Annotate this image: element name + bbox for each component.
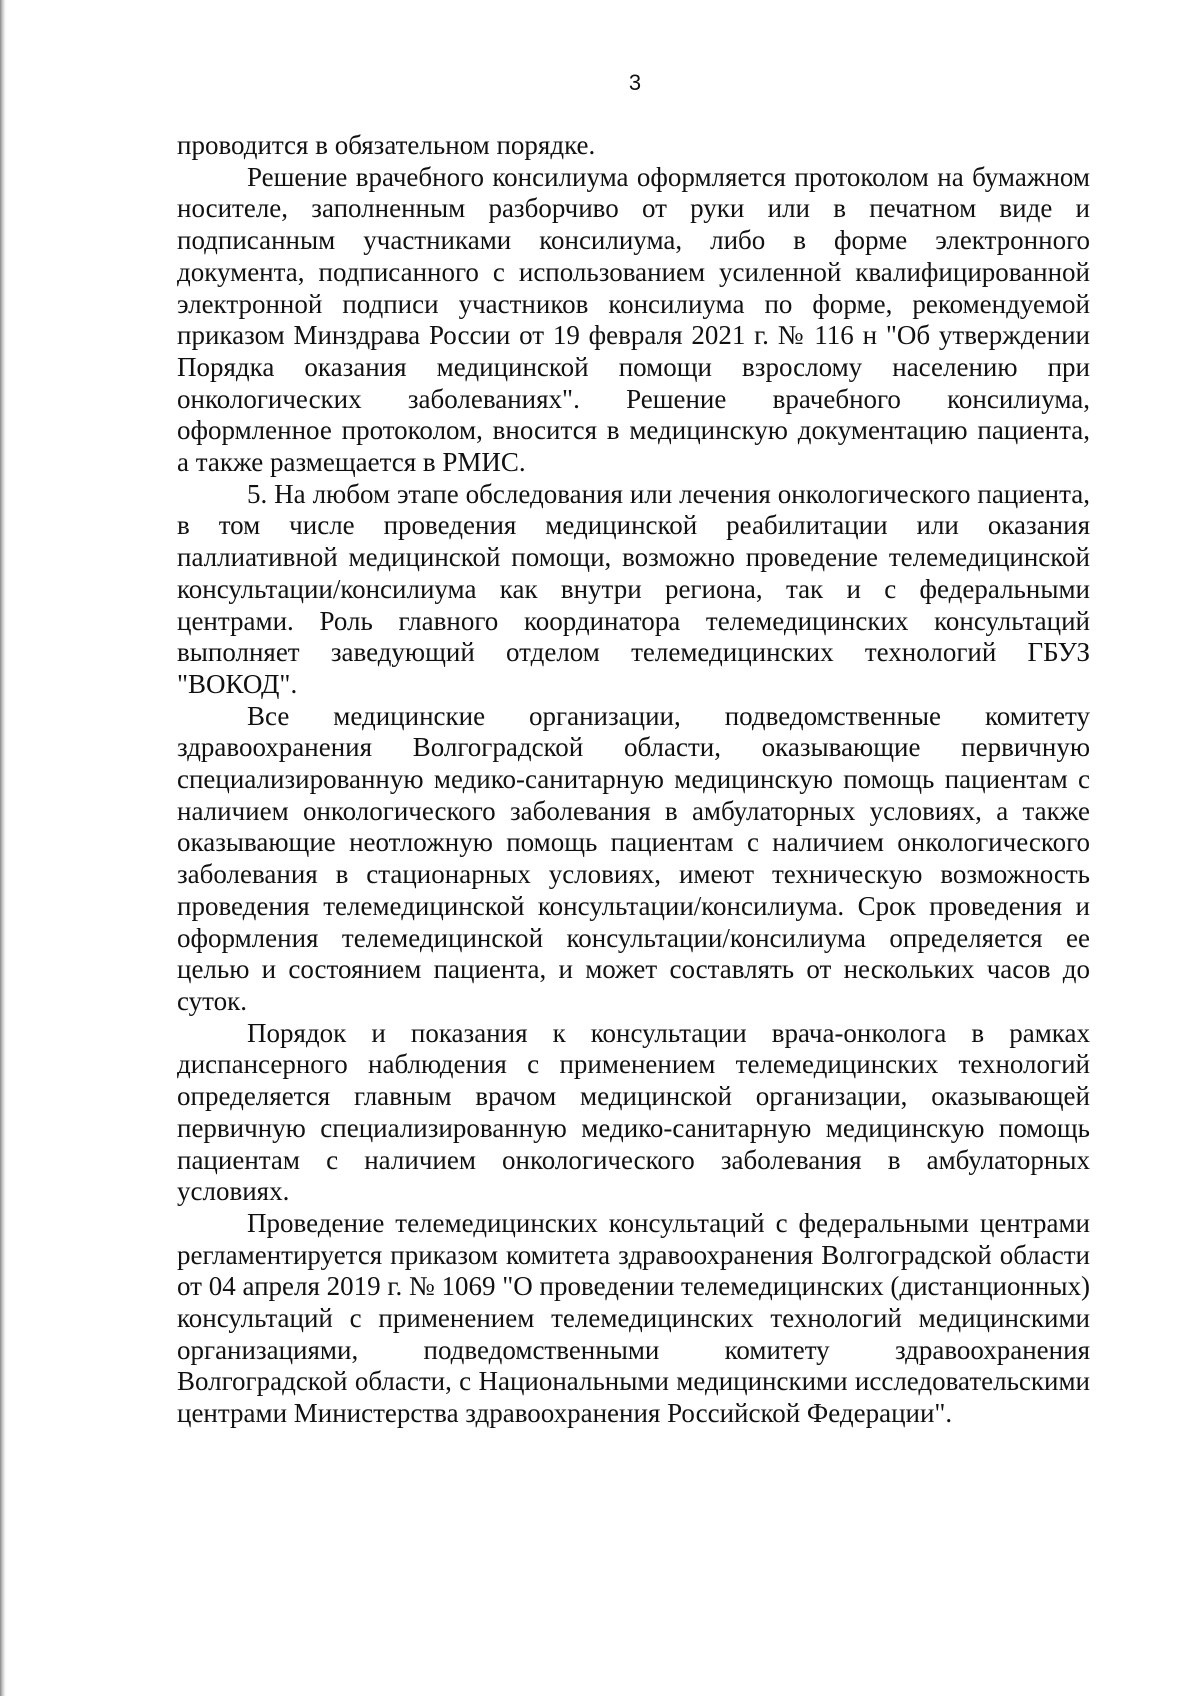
paragraph-protocol-decision: Решение врачебного консилиума оформляется протоколом на бумажном носителе, заполненным разборчиво от руки или в печатном виде и подписанным участниками консилиума, либо в форме электронного документа, подписанного с использованием усиленной квалифицированной электронной подписи участников консилиума по форме, рекомендуемой приказом Минздрава России от 19 февраля 2021 г. № 116 н "Об утверждении Порядка оказания медицинской помощи взрослому населению при онкологических заболеваниях". Решение врачебного консилиума, оформленное протоколом, вносится в медицинскую документацию пациента, а также размещается в РМИС. bbox=[177, 161, 1090, 478]
document-body bbox=[177, 130, 1090, 1430]
paragraph-continuation: проводится в обязательном порядке. bbox=[177, 130, 596, 160]
paragraph-item-5: 5. На любом этапе обследования или лечения онкологического пациента, в том числе проведения медицинской реабилитации или оказания паллиативной медицинской помощи, возможно проведение телемедицинской консультации/консилиума как внутри региона, так и с федеральными центрами. Роль главного координатора телемедицинских консультаций выполняет заведующий отделом телемедицинских технологий ГБУЗ "ВОКОД". bbox=[177, 478, 1090, 699]
paragraph-medical-organizations: Все медицинские организации, подведомственные комитету здравоохранения Волгоградской области, оказывающие первичную специализированную медико-санитарную медицинскую помощь пациентам с наличием онкологического заболевания в амбулаторных условиях, а также оказывающие неотложную помощь пациентам с наличием онкологического заболевания в стационарных условиях, имеют техническую возможность проведения телемедицинской консультации/консилиума. Срок проведения и оформления телемедицинской консультации/консилиума определяется ее целью и состоянием пациента, и может составлять от нескольких часов до суток. bbox=[177, 700, 1090, 1016]
paragraph-dispensary-procedure: Порядок и показания к консультации врача-онколога в рамках диспансерного наблюдения с применением телемедицинских технологий определяется главным врачом медицинской организации, оказывающей первичную специализированную медико-санитарную медицинскую помощь пациентам с наличием онкологического заболевания в амбулаторных условиях. bbox=[177, 1017, 1090, 1207]
paragraph-federal-consultations: Проведение телемедицинских консультаций с федеральными центрами регламентируется приказом комитета здравоохранения Волгоградской области от 04 апреля 2019 г. № 1069 "О проведении телемедицинских (дистанционных) консультаций с применением телемедицинских технологий медицинскими организациями, подведомственными комитету здравоохранения Волгоградской области, с Национальными медицинскими исследовательскими центрами Министерства здравоохранения Российской Федерации". bbox=[177, 1207, 1090, 1429]
page-number: 3 bbox=[628, 70, 642, 95]
